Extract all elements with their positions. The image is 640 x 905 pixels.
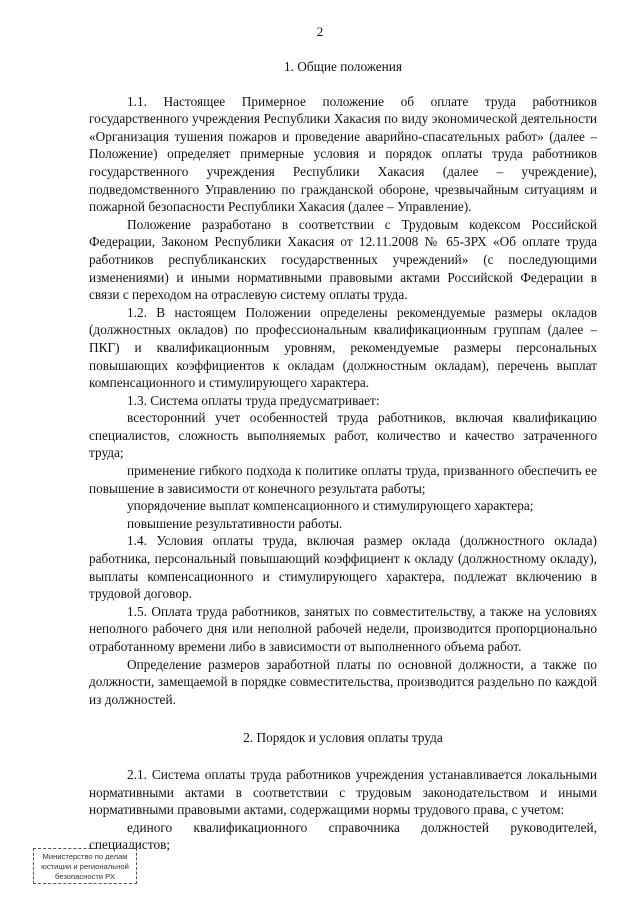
- paragraph: 1.3. Система оплаты труда предусматривает:: [127, 392, 380, 408]
- paragraph: повышение результативности работы.: [127, 515, 343, 531]
- paragraph: 1.2. В настоящем Положении определены рекомендуемые размеры окладов (должностных окладов) по профессиональным квалификационным группам (далее – ПКГ) и квалификационным уровням, рекомендуемые размеры персональных повышающих коэффициентов к окладам (должностным окладам), перечень выплат компенсационного и стимулирующего характера.: [89, 304, 597, 391]
- section-1-heading: 1. Общие положения: [283, 59, 403, 74]
- stamp-line: Министерство по делам: [42, 852, 128, 861]
- document-body: [89, 58, 597, 854]
- paragraph: 1.4. Условия оплаты труда, включая размер оклада (должностного оклада) работника, персональный повышающий коэффициент к окладу (должностному окладу), выплаты компенсационного и стимулирующего характера, подлежат включению в трудовой договор.: [89, 533, 597, 602]
- ministry-stamp: [33, 848, 137, 884]
- paragraph: упорядочение выплат компенсационного и стимулирующего характера;: [127, 498, 534, 514]
- stamp-line: юстиции и региональной: [41, 862, 129, 871]
- paragraph: 1.5. Оплата труда работников, занятых по совместительству, а также на условиях неполного рабочего дня или неполной рабочей недели, производится пропорционально отработанному времени либо в зависимости от выполненного объема работ.: [89, 603, 597, 654]
- paragraph: применение гибкого подхода к политике оплаты труда, призванного обеспечить ее повышение в зависимости от конечного результата работы;: [89, 463, 597, 496]
- paragraph: 1.1. Настоящее Примерное положение об оплате труда работников государственного учреждения Республики Хакасия по виду экономической деятельности «Организация тушения пожаров и проведение аварийно-спасательных работ» (далее – Положение) определяет примерные условия и порядок оплаты труда работников государственного учреждения Республики Хакасия (далее – учреждение), подведомственного Управлению по гражданской обороне, чрезвычайным ситуациям и пожарной безопасности Республики Хакасия (далее – Управление).: [89, 93, 597, 215]
- stamp-line: безопасности РХ: [55, 872, 115, 881]
- section-2-heading: 2. Порядок и условия оплаты труда: [243, 730, 443, 746]
- paragraph: единого квалификационного справочника должностей руководителей, специалистов;: [89, 819, 597, 853]
- paragraph: всесторонний учет особенностей труда работников, включая квалификацию специалистов, сложность выполняемых работ, количество и качество затраченного труда;: [89, 410, 597, 461]
- page-number: 2: [316, 24, 324, 39]
- paragraph: Положение разработано в соответствии с Трудовым кодексом Российской Федерации, Законом Республики Хакасия от 12.11.2008 № 65-ЗРХ «Об оплате труда работников республиканских государственных учреждений» (с последующими изменениями) и иными нормативными правовыми актами Российской Федерации в связи с переходом на отраслевую систему оплаты труда.: [89, 216, 597, 303]
- paragraph: 2.1. Система оплаты труда работников учреждения устанавливается локальными нормативными актами в соответствии с трудовым законодательством и иными нормативными правовыми актами, содержащими нормы трудового права, с учетом:: [89, 766, 597, 818]
- paragraph: Определение размеров заработной платы по основной должности, а также по должности, замещаемой в порядке совместительства, производится раздельно по каждой из должностей.: [89, 656, 597, 707]
